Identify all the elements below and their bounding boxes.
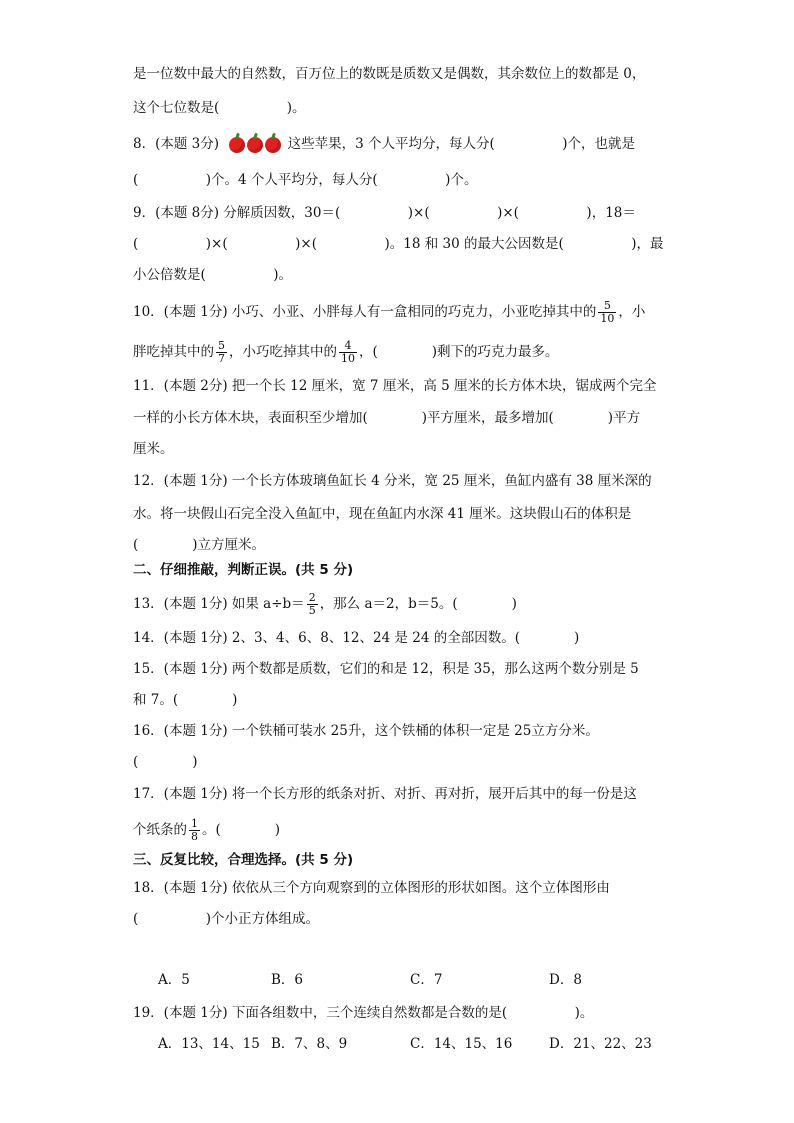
q9-line-2: ( )×( )×( )。18 和 30 的最大公因数是( )，最: [133, 236, 664, 252]
q18-option-b[interactable]: B．6: [271, 972, 304, 988]
q11-line-3: 厘米。: [133, 441, 174, 457]
denominator: 8: [191, 830, 198, 843]
numerator: 5: [218, 339, 225, 352]
denominator: 10: [341, 352, 355, 365]
q18-option-a[interactable]: A．5: [158, 972, 190, 988]
q19-option-b[interactable]: B．7、8、9: [271, 1036, 348, 1052]
fraction-4-10: [339, 340, 357, 365]
q15-line-2: 和 7。( ): [133, 692, 238, 708]
q18-option-c[interactable]: C．7: [410, 972, 443, 988]
fraction-5-10: [598, 300, 616, 325]
q9-line-1: 9．(本题 8分) 分解质因数，30＝( )×( )×( )，18＝: [133, 205, 636, 221]
apples-image: [229, 136, 287, 152]
q17-line-1: 17．(本题 1分) 将一个长方形的纸条对折、对折、再对折，展开后其中的每一份是这: [133, 786, 637, 802]
q15-line-1: 15．(本题 1分) 两个数都是质数，它们的和是 12，积是 35，那么这两个数分别是 5: [133, 661, 639, 677]
q14-line: 14．(本题 1分) 2、3、4、6、8、12、24 是 24 的全部因数。( ): [133, 630, 580, 646]
q10-text-tail: ，小: [618, 304, 646, 320]
fraction-1-8: [189, 818, 200, 843]
q19-option-d[interactable]: D．21、22、23: [549, 1036, 652, 1052]
q12-line-3: ( )立方厘米。: [133, 537, 266, 553]
q11-line-2: 一样的小长方体木块，表面积至少增加( )平方厘米，最多增加( )平方: [133, 410, 641, 426]
q10-text: ，小巧吃掉其中的: [229, 344, 337, 360]
apple-icon: [265, 137, 281, 153]
fraction-2-5: [307, 592, 318, 617]
q19-option-c[interactable]: C．14、15、16: [410, 1036, 513, 1052]
q19-line: 19．(本题 1分) 下面各组数中，三个连续自然数都是合数的是( )。: [133, 1005, 594, 1021]
q8-line-2: ( )个。4 个人平均分，每人分( )个。: [133, 172, 478, 188]
q18-line-2: ( )个小正方体组成。: [133, 911, 320, 927]
q10-text: 胖吃掉其中的: [133, 344, 214, 360]
denominator: 5: [308, 604, 316, 617]
q19-option-a[interactable]: A．13、14、15: [158, 1036, 260, 1052]
q18-line-1: 18．(本题 1分) 依依从三个方向观察到的立体图形的形状如图。这个立体图形由: [133, 880, 610, 896]
q13-line: [133, 592, 517, 617]
q17-text-tail: 。( ): [202, 822, 281, 838]
numerator: 5: [598, 300, 616, 313]
q18-option-d[interactable]: D．8: [549, 972, 582, 988]
q17-text: 个纸条的: [133, 822, 187, 838]
numerator: 1: [191, 817, 198, 830]
q7-line-1: 是一位数中最大的自然数，百万位上的数既是质数又是偶数，其余数位上的数都是 0，: [133, 66, 646, 82]
q8-line-1: [133, 134, 635, 154]
q13-text-tail: ，那么 a＝2，b＝5。( ): [319, 596, 517, 612]
q12-line-2: 水。将一块假山石完全没入鱼缸中，现在鱼缸内水深 41 厘米。这块假山石的体积是: [133, 506, 632, 522]
fraction-5-7: [216, 340, 227, 365]
q7-line-2: 这个七位数是( )。: [133, 100, 306, 116]
q17-line-2: [133, 818, 280, 843]
section-2-heading: 二、仔细推敲，判断正误。(共 5 分): [133, 562, 354, 578]
q13-text: 13．(本题 1分) 如果 a÷b＝: [133, 596, 305, 612]
q8-number: 8．(本题 3分): [133, 136, 220, 152]
q8-text: 这些苹果，3 个人平均分，每人分( )个，也就是: [287, 136, 636, 152]
denominator: 10: [600, 312, 615, 325]
denominator: 7: [218, 352, 225, 365]
q16-line-2: ( ): [133, 754, 198, 770]
q10-line-1: [133, 300, 645, 325]
q9-line-3: 小公倍数是( )。: [133, 267, 293, 283]
apple-icon: [229, 137, 245, 153]
numerator: 4: [339, 340, 357, 353]
q16-line-1: 16．(本题 1分) 一个铁桶可装水 25升，这个铁桶的体积一定是 25立方分米。: [133, 723, 599, 739]
q10-text: ，( )剩下的巧克力最多。: [359, 344, 559, 360]
q12-line-1: 12．(本题 1分) 一个长方体玻璃鱼缸长 4 分米，宽 25 厘米，鱼缸内盛有 38 厘米深的: [133, 473, 652, 489]
q10-text: 10．(本题 1分) 小巧、小亚、小胖每人有一盒相同的巧克力，小亚吃掉其中的: [133, 304, 597, 320]
q11-line-1: 11．(本题 2分) 把一个长 12 厘米，宽 7 厘米，高 5 厘米的长方体木块，锯成两个完全: [133, 378, 657, 394]
numerator: 2: [308, 591, 316, 604]
q10-line-2: [133, 340, 559, 365]
section-3-heading: 三、反复比较，合理选择。(共 5 分): [133, 852, 354, 868]
apple-icon: [247, 137, 263, 153]
